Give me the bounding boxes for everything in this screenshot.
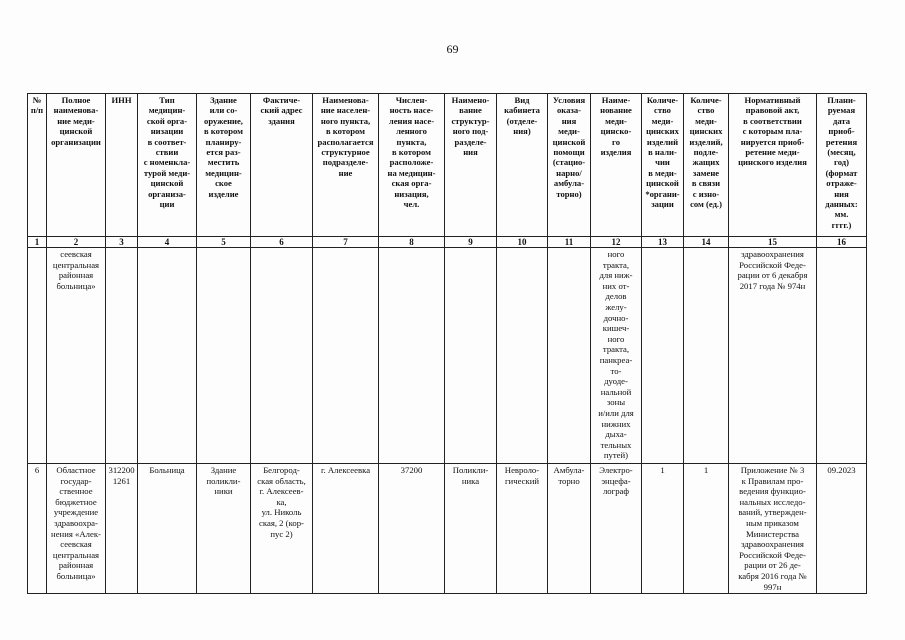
table-cell: 6 bbox=[28, 464, 47, 594]
table-row bbox=[28, 248, 867, 464]
column-number: 12 bbox=[591, 237, 642, 248]
header-cell: Здание или со- оружение, в котором планиру- ется раз- местить медицин- ское изделие bbox=[197, 94, 251, 237]
header-cell: Нормативный правовой акт, в соответствии с которым пла- нируется приоб- ретение меди- цинского изделия bbox=[729, 94, 817, 237]
header-cell: Числен- ность насе- ления насе- ленного пункта, в котором расположе- на медицин- ская орга- низация, чел. bbox=[379, 94, 445, 237]
column-number: 2 bbox=[47, 237, 106, 248]
table-cell bbox=[548, 248, 591, 464]
header-cell: Количе- ство меди- цинских изделий, подле- жащих замене в связи с изно- сом (ед.) bbox=[684, 94, 729, 237]
table-cell bbox=[684, 248, 729, 464]
table-cell bbox=[138, 248, 197, 464]
column-number: 15 bbox=[729, 237, 817, 248]
table-cell: 1 bbox=[684, 464, 729, 594]
table-cell: Областное государ- ственное бюджетное учреждение здравоохра- нения «Алек- сеевская центральная районная больница» bbox=[47, 464, 106, 594]
table-cell: 1 bbox=[642, 464, 684, 594]
column-number: 13 bbox=[642, 237, 684, 248]
header-cell: Вид кабинета (отделе- ния) bbox=[497, 94, 548, 237]
header-cell: ИНН bbox=[106, 94, 138, 237]
column-number: 3 bbox=[106, 237, 138, 248]
column-number-row bbox=[28, 237, 867, 248]
table-cell: г. Алексеевка bbox=[313, 464, 379, 594]
header-cell: Плани- руемая дата приоб- ретения (месяц, год) (формат отраже- ния данных: мм. гггг.) bbox=[817, 94, 867, 237]
table-cell: Поликли- ника bbox=[445, 464, 497, 594]
column-number: 8 bbox=[379, 237, 445, 248]
table-cell bbox=[313, 248, 379, 464]
header-cell: Количе- ство меди- цинских изделий в нали- чии в меди- цинской *органи- зации bbox=[642, 94, 684, 237]
table-cell: Здание поликли- ники bbox=[197, 464, 251, 594]
table-cell bbox=[251, 248, 313, 464]
header-cell: Условия оказа- ния меди- цинской помощи (стацио- нарно/ амбула- торно) bbox=[548, 94, 591, 237]
table-cell bbox=[642, 248, 684, 464]
header-cell: Полное наименова- ние меди- цинской организации bbox=[47, 94, 106, 237]
column-number: 16 bbox=[817, 237, 867, 248]
page-number: 69 bbox=[446, 42, 459, 56]
column-number: 4 bbox=[138, 237, 197, 248]
header-cell: Наиме- нование меди- цинско- го изделия bbox=[591, 94, 642, 237]
table-cell bbox=[197, 248, 251, 464]
header-cell: Тип медицин- ской орга- низации в соответ- ствии с номенкла- турой меди- цинской организа- ции bbox=[138, 94, 197, 237]
table-cell bbox=[379, 248, 445, 464]
table-cell: 09.2023 bbox=[817, 464, 867, 594]
header-cell: Наименова- ние населен- ного пункта, в котором располагается структурное подразделе- ние bbox=[313, 94, 379, 237]
table-cell: 37200 bbox=[379, 464, 445, 594]
column-number: 9 bbox=[445, 237, 497, 248]
column-number: 7 bbox=[313, 237, 379, 248]
medical-equipment-table bbox=[27, 93, 867, 594]
column-number: 1 bbox=[28, 237, 47, 248]
table-cell: ного тракта, для ниж- них от- делов желу- дочно- кишеч- ного тракта, панкреа- то- дуоде- нальной зоны и/или для нижних дыха- тельных путей) bbox=[591, 248, 642, 464]
table-cell bbox=[28, 248, 47, 464]
table-cell bbox=[817, 248, 867, 464]
table-cell: Электро- энцефа- лограф bbox=[591, 464, 642, 594]
table-cell bbox=[445, 248, 497, 464]
table-cell: сеевская центральная районная больница» bbox=[47, 248, 106, 464]
table-cell: 312200 1261 bbox=[106, 464, 138, 594]
column-number: 14 bbox=[684, 237, 729, 248]
header-cell: Фактиче- ский адрес здания bbox=[251, 94, 313, 237]
table-row bbox=[28, 464, 867, 594]
table-cell: Больница bbox=[138, 464, 197, 594]
header-cell: № п/п bbox=[28, 94, 47, 237]
table-cell bbox=[497, 248, 548, 464]
table-cell: здравоохранения Российской Феде- рации от 6 декабря 2017 года № 974н bbox=[729, 248, 817, 464]
table-cell: Невроло- гический bbox=[497, 464, 548, 594]
column-number: 10 bbox=[497, 237, 548, 248]
table-cell: Приложение № 3 к Правилам про- ведения функцио- нальных исследо- ваний, утвержден- ным приказом Министерства здравоохранения Российской Феде- рации от 26 де- кабря 2016 года № 997н bbox=[729, 464, 817, 594]
table-cell: Белгород- ская область, г. Алексеев- ка, ул. Николь ская, 2 (кор- пус 2) bbox=[251, 464, 313, 594]
column-number: 11 bbox=[548, 237, 591, 248]
column-number: 5 bbox=[197, 237, 251, 248]
header-cell: Наимено- вание структур- ного под- разделе- ния bbox=[445, 94, 497, 237]
column-number: 6 bbox=[251, 237, 313, 248]
table-cell: Амбула- торно bbox=[548, 464, 591, 594]
header-row bbox=[28, 94, 867, 237]
table-cell bbox=[106, 248, 138, 464]
